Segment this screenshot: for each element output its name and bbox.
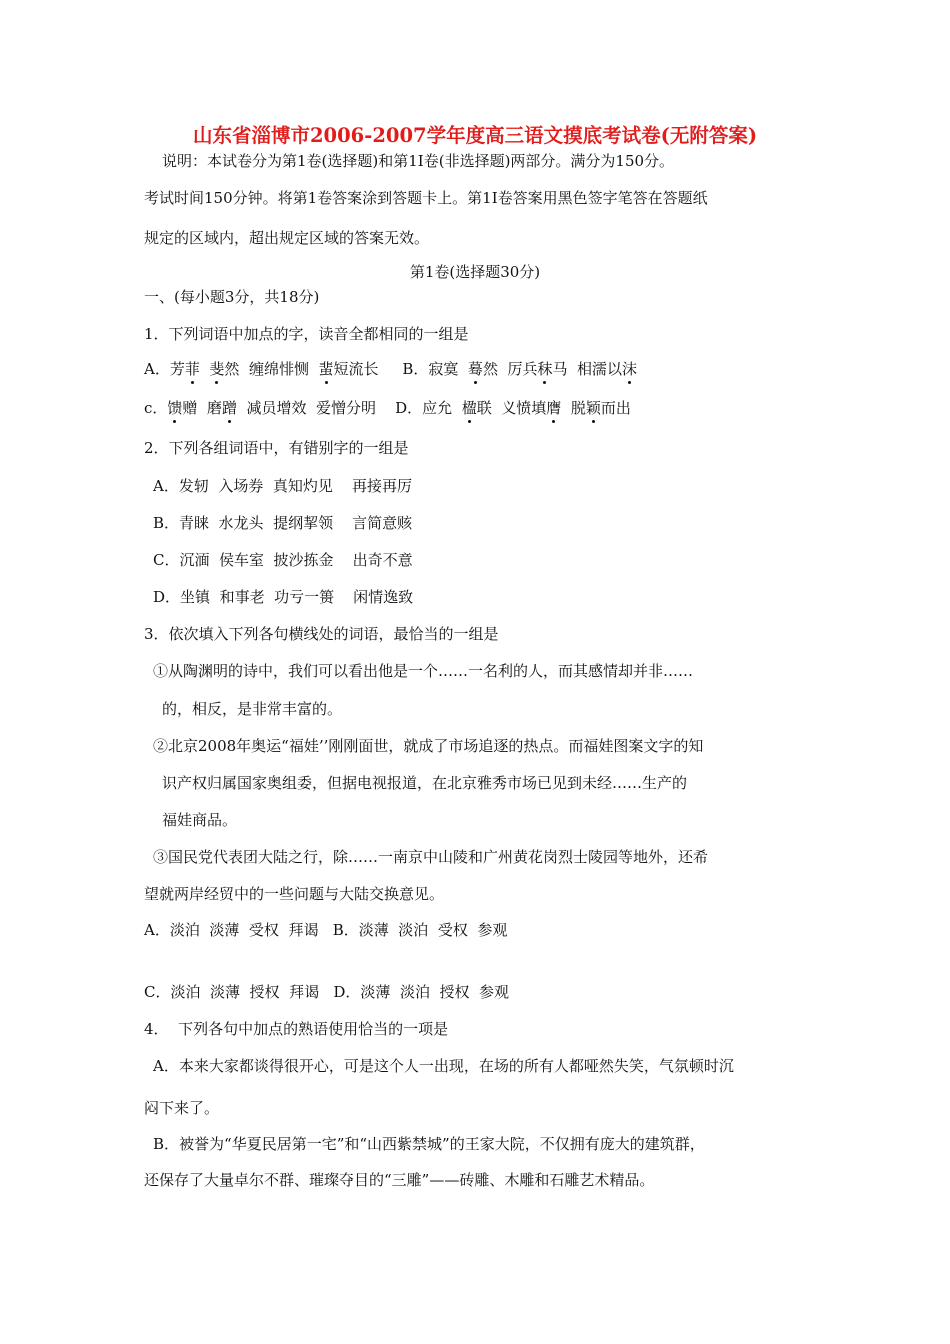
q1-options-cd: c．馈赠 磨蹭 减员增效 爱憎分明 D．应允 楹联 义愤填膺 脱颖而出 <box>144 399 631 417</box>
q3-line: 福娃商品。 <box>162 811 238 829</box>
emphasized-char: 颖 <box>585 399 601 417</box>
q3-stem: 3．依次填入下列各句横线处的词语，最恰当的一组是 <box>144 625 499 643</box>
emphasized-char: 蜚 <box>318 360 334 378</box>
emphasized-char: 秣 <box>537 360 553 378</box>
emphasized-char: 蹭 <box>221 399 237 417</box>
q2-option-a: A．发轫 入场券 真知灼见 再接再厉 <box>153 477 412 495</box>
q4-stem: 4． 下列各句中加点的熟语使用恰当的一项是 <box>144 1020 449 1038</box>
q4-line: 还保存了大量卓尔不群、璀璨夺目的“三雕”——砖雕、木雕和石雕艺术精品。 <box>144 1171 655 1189</box>
q2-stem: 2．下列各组词语中，有错别字的一组是 <box>144 439 409 457</box>
emphasized-char: 菲 <box>184 360 200 378</box>
q3-line: ②北京2008年奥运“福娃’’刚刚面世，就成了市场追逐的热点。而福娃图案文字的知 <box>153 737 704 755</box>
q3-options-cd: C．淡泊 淡薄 授权 拜谒 D．淡薄 淡泊 授权 参观 <box>144 983 510 1001</box>
q3-line: 的，相反，是非常丰富的。 <box>162 700 343 718</box>
q3-line: ①从陶渊明的诗中，我们可以看出他是一个……一名利的人，而其感情却并非…… <box>153 662 694 680</box>
q3-line: ③国民党代表团大陆之行，除……一南京中山陵和广州黄花岗烈士陵园等地外，还希 <box>153 848 709 866</box>
intro-line-2: 考试时间150分钟。将第1卷答案涂到答题卡上。第1I卷答案用黑色签字笔答在答题纸 <box>144 189 708 207</box>
emphasized-char: 楹 <box>461 399 477 417</box>
q4-line: B．被誉为“华夏民居第一宅”和“山西紫禁城”的王家大院，不仅拥有庞大的建筑群， <box>153 1135 705 1153</box>
part-one-heading: 一、(每小题3分，共18分) <box>144 288 320 306</box>
intro-line-3: 规定的区域内，超出规定区域的答案无效。 <box>144 229 430 247</box>
q1-stem: 1．下列词语中加点的字，读音全都相同的一组是 <box>144 325 469 343</box>
intro-line-1: 说明：本试卷分为第1卷(选择题)和第1I卷(非选择题)两部分。满分为150分。 <box>162 152 675 170</box>
emphasized-char: 沫 <box>622 360 638 378</box>
q4-line: 闷下来了。 <box>144 1099 220 1117</box>
emphasized-char: 斐 <box>209 360 225 378</box>
emphasized-char: 膺 <box>546 399 562 417</box>
q4-line: A．本来大家都谈得很开心，可是这个人一出现，在场的所有人都哑然失笑，气氛顿时沉 <box>153 1057 734 1075</box>
q3-options-ab: A．淡泊 淡薄 受权 拜谒 B．淡薄 淡泊 受权 参观 <box>144 921 508 939</box>
emphasized-char: 蓦 <box>467 360 483 378</box>
q2-option-c: C．沉湎 侯车室 披沙拣金 出奇不意 <box>153 551 413 569</box>
emphasized-char: 馈 <box>167 399 183 417</box>
q2-option-d: D．坐镇 和事老 功亏一篑 闲情逸致 <box>153 588 414 606</box>
q2-option-b: B．青睐 水龙头 提纲挈领 言简意赅 <box>153 514 413 532</box>
q3-line: 望就两岸经贸中的一些问题与大陆交换意见。 <box>144 885 445 903</box>
q1-options-ab: A．芳菲 斐然 缠绵悱恻 蜚短流长 B．寂寞 蓦然 厉兵秣马 相濡以沫 <box>144 360 638 378</box>
section-title: 第1卷(选择题30分) <box>409 263 541 281</box>
q3-line: 识产权归属国家奥组委，但据电视报道，在北京雅秀市场已见到未经……生产的 <box>162 774 688 792</box>
document-title: 山东省淄博市2006-2007学年度高三语文摸底考试卷(无附答案) <box>192 124 758 147</box>
